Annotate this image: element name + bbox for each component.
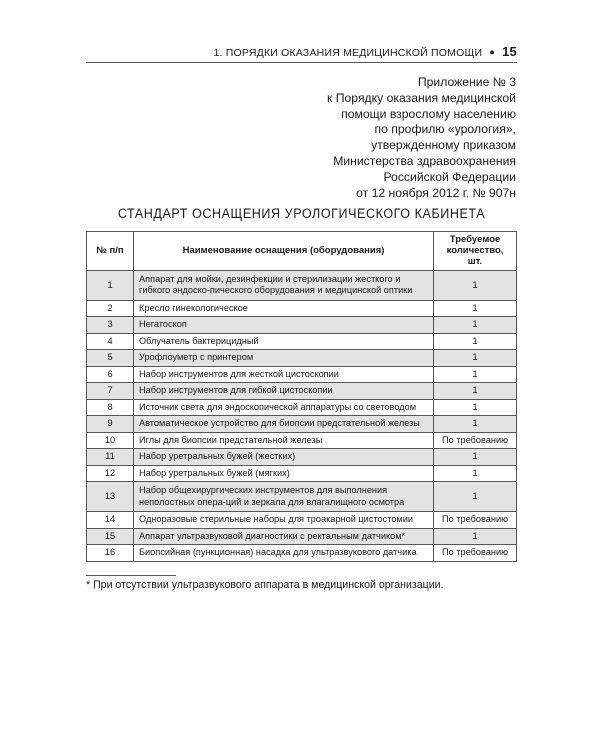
- appendix-line: от 12 ноября 2012 г. № 907н: [356, 185, 516, 200]
- table-row: [87, 399, 517, 416]
- table-row: [87, 449, 517, 466]
- table-row: [87, 512, 517, 529]
- row-qty: 1: [434, 399, 517, 416]
- table-row: [87, 350, 517, 367]
- row-num: 3: [87, 317, 134, 334]
- page-title: СТАНДАРТ ОСНАЩЕНИЯ УРОЛОГИЧЕСКОГО КАБИНЕТА: [117, 206, 486, 221]
- row-qty: 1: [434, 482, 517, 512]
- header-name: Наименование оснащения (оборудования): [134, 232, 434, 271]
- row-qty: 1: [434, 383, 517, 400]
- appendix-line: помощи взрослому населению: [341, 106, 516, 121]
- row-qty: 1: [434, 528, 517, 545]
- table-header-row: [87, 232, 517, 271]
- row-num: 6: [87, 366, 134, 383]
- footnote-divider: [86, 575, 176, 576]
- row-qty: 1: [434, 416, 517, 433]
- appendix-note: [256, 75, 516, 201]
- row-num: 1: [87, 270, 134, 300]
- table-row: [87, 383, 517, 400]
- row-num: 15: [87, 528, 134, 545]
- appendix-line: к Порядку оказания медицинской: [327, 90, 516, 105]
- row-name: Облучатель бактерицидный: [134, 333, 434, 350]
- row-qty: 1: [434, 366, 517, 383]
- row-num: 14: [87, 512, 134, 529]
- row-qty: 1: [434, 465, 517, 482]
- row-num: 7: [87, 383, 134, 400]
- table-row: [87, 300, 517, 317]
- row-qty: 1: [434, 333, 517, 350]
- footnote: * При отсутствии ультразвукового аппарата в медицинской организации.: [86, 579, 444, 591]
- row-name: Набор уретральных бужей (жестких): [134, 449, 434, 466]
- row-name: Набор инструментов для жесткой цистоскопии: [134, 366, 434, 383]
- appendix-line: утвержденному приказом: [371, 138, 516, 153]
- row-num: 12: [87, 465, 134, 482]
- appendix-line: Министерства здравоохранения: [333, 153, 516, 168]
- row-name: Аппарат ультразвуковой диагностики с ректальным датчиком*: [134, 528, 434, 545]
- running-head: [86, 44, 517, 63]
- row-qty: 1: [434, 317, 517, 334]
- row-name: Источник света для эндоскопической аппаратуры со световодом: [134, 399, 434, 416]
- row-qty: 1: [434, 300, 517, 317]
- row-qty: 1: [434, 350, 517, 367]
- row-num: 5: [87, 350, 134, 367]
- table-row: [87, 416, 517, 433]
- row-num: 2: [87, 300, 134, 317]
- row-qty: 1: [434, 449, 517, 466]
- row-name: Набор инструментов для гибкой цистоскопии: [134, 383, 434, 400]
- row-name: Набор общехирургических инструментов для выполнения неполостных опера-ций и зеркала для влагалищного осмотра: [134, 482, 434, 512]
- appendix-line: Российской Федерации: [383, 169, 516, 184]
- row-qty: По требованию: [434, 545, 517, 562]
- table-row: [87, 545, 517, 562]
- row-name: Биопсийная (пункционная) насадка для ультразвукового датчика: [134, 545, 434, 562]
- equipment-table: [86, 231, 517, 562]
- table-row: [87, 333, 517, 350]
- row-name: Одноразовые стерильные наборы для троакарной цистостомии: [134, 512, 434, 529]
- page-number: 15: [502, 44, 517, 59]
- row-name: Набор уретральных бужей (мягких): [134, 465, 434, 482]
- bullet-separator-icon: ●: [489, 47, 495, 57]
- row-num: 4: [87, 333, 134, 350]
- appendix-line: по профилю «урология»,: [374, 122, 516, 137]
- table-row: [87, 528, 517, 545]
- table-row: [87, 270, 517, 300]
- table-row: [87, 366, 517, 383]
- running-head-section: 1. ПОРЯДКИ ОКАЗАНИЯ МЕДИЦИНСКОЙ ПОМОЩИ: [213, 47, 483, 59]
- row-num: 13: [87, 482, 134, 512]
- row-num: 8: [87, 399, 134, 416]
- table-row: [87, 317, 517, 334]
- row-name: Иглы для биопсии предстательной железы: [134, 432, 434, 449]
- table-row: [87, 482, 517, 512]
- row-name: Урофлоуметр с принтером: [134, 350, 434, 367]
- table-row: [87, 465, 517, 482]
- row-qty: По требованию: [434, 512, 517, 529]
- table-row: [87, 432, 517, 449]
- header-qty: Требуемое количество, шт.: [434, 232, 517, 271]
- appendix-line: Приложение № 3: [417, 75, 516, 89]
- row-qty: По требованию: [434, 432, 517, 449]
- row-name: Автоматическое устройство для биопсии предстательной железы: [134, 416, 434, 433]
- row-name: Кресло гинекологическое: [134, 300, 434, 317]
- row-num: 10: [87, 432, 134, 449]
- row-name: Аппарат для мойки, дезинфекции и стерилизации жесткого и гибкого эндоско-пического оборудования и медицинской оптики: [134, 270, 434, 300]
- row-qty: 1: [434, 270, 517, 300]
- row-num: 11: [87, 449, 134, 466]
- row-name: Негатоскоп: [134, 317, 434, 334]
- row-num: 16: [87, 545, 134, 562]
- row-num: 9: [87, 416, 134, 433]
- header-num: № п/п: [87, 232, 134, 271]
